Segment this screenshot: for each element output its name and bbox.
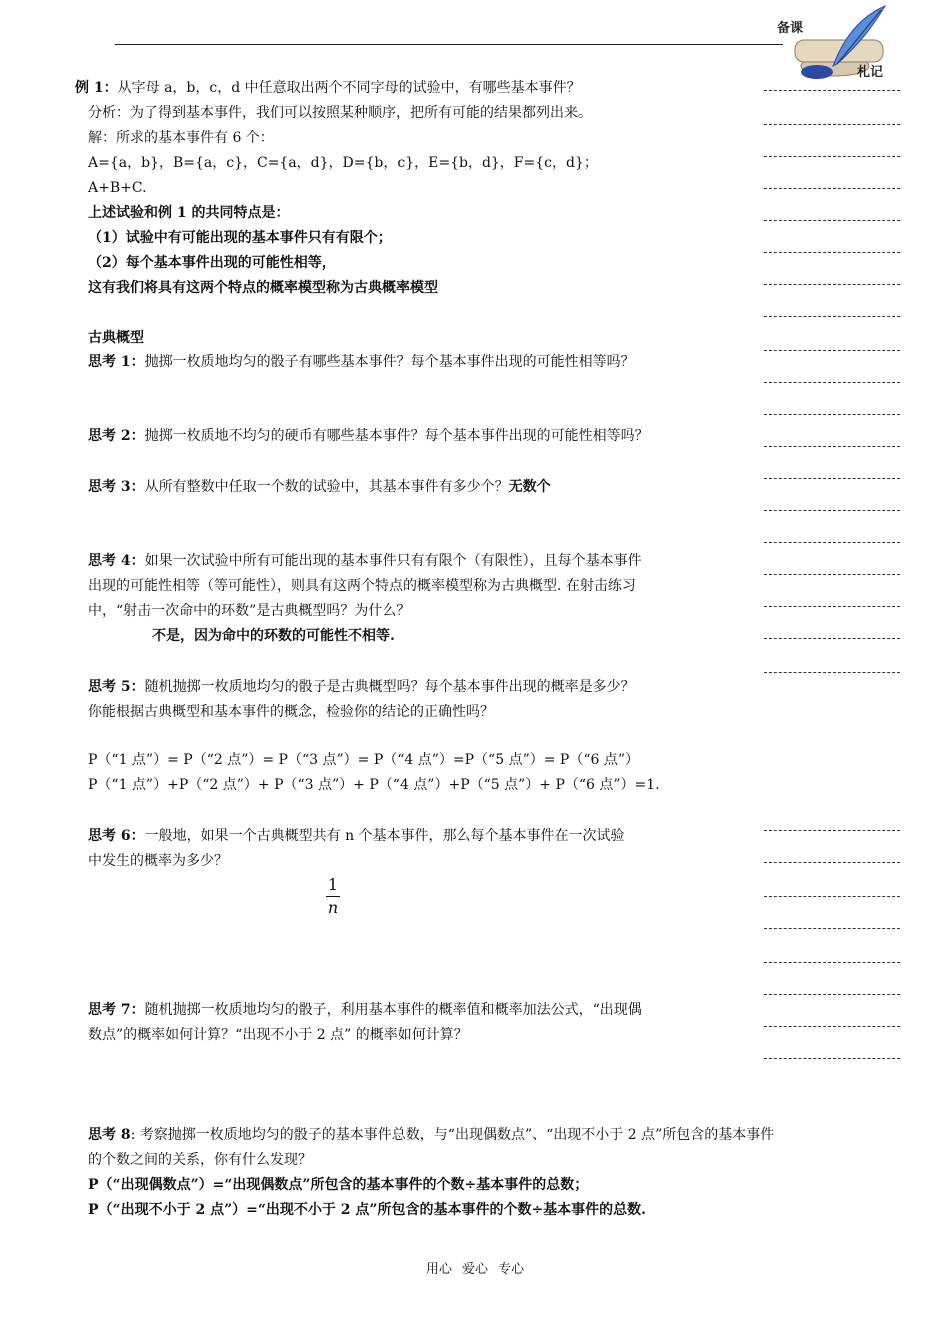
note-line [764,188,900,189]
note-line [764,252,900,253]
note-line [764,156,900,157]
not-less-than-2-formula: P（“出现不小于 2 点”）=“出现不小于 2 点”所包含的基本事件的个数÷基本事件的总数. [88,1202,647,1218]
think-4: 思考 4：如果一次试验中所有可能出现的基本事件只有有限个（有限性），且每个基本事件 [88,553,642,569]
logo-text-top: 备课 [777,21,804,36]
think-7-line-2: 数点”的概率如何计算？“出现不小于 2 点” 的概率如何计算？ [88,1027,468,1043]
example-1-line: 例 1：从字母 a，b，c，d 中任意取出两个不同字母的试验中，有哪些基本事件？ [75,80,581,96]
note-line [764,90,900,91]
common-features-heading: 上述试验和例 1 的共同特点是： [88,205,290,221]
think-3: 思考 3：从所有整数中任取一个数的试验中，其基本事件有多少个？无数个 [88,479,551,495]
events-list-line: A={a，b}，B={a，c}，C={a，d}，D={b，c}，E={b，d}，F={c，d}； [88,155,598,171]
fraction-one-over-n [326,876,340,917]
think-6: 思考 6：一般地，如果一个古典概型共有 n 个基本事件，那么每个基本事件在一次试验 [88,828,625,844]
feather-quill-logo [773,0,898,82]
think-5: 思考 5：随机抛掷一枚质地均匀的骰子是古典概型吗？每个基本事件出现的概率是多少？ [88,679,635,695]
note-line [764,284,900,285]
note-line [764,1026,900,1027]
think-4-line-3: 中，“射击一次命中的环数”是古典概型吗？为什么？ [88,603,411,619]
solution-line: 解：所求的基本事件有 6 个： [88,130,274,146]
think-4-answer: 不是，因为命中的环数的可能性不相等. [152,628,395,644]
think-3-answer: 无数个 [508,479,551,495]
think-5-line-2: 你能根据古典概型和基本事件的概念，检验你的结论的正确性吗？ [88,704,494,720]
think-8-line-2: 的个数之间的关系，你有什么发现？ [88,1152,312,1168]
fraction-denominator: n [327,898,339,917]
note-line [764,478,900,479]
note-line [764,862,900,863]
think-8: 思考 8: 考察抛掷一枚质地均匀的骰子的基本事件总数，与“出现偶数点”、“出现不小于 2 点”所包含的基本事件 [88,1127,775,1143]
note-line [764,350,900,351]
note-line [764,382,900,383]
note-line [764,124,900,125]
union-line: A+B+C. [88,180,147,196]
note-line [764,574,900,575]
feature-1: （1）试验中有可能出现的基本事件只有有限个； [88,230,392,246]
equal-probability-formula: P（“1 点”）= P（“2 点”）= P（“3 点”）= P（“4 点”）=P（“5 点”）= P（“6 点”） [88,752,640,768]
sum-probability-formula: P（“1 点”）+P（“2 点”）+ P（“3 点”）+ P（“4 点”）+P（“5 点”）+ P（“6 点”）=1. [88,777,660,793]
think-7: 思考 7：随机抛掷一枚质地均匀的骰子，利用基本事件的概率值和概率加法公式，“出现偶 [88,1002,642,1018]
note-line [764,928,900,929]
note-line [764,606,900,607]
note-line [764,220,900,221]
think-2: 思考 2：抛掷一枚质地不均匀的硬币有哪些基本事件？每个基本事件出现的可能性相等吗？ [88,428,649,444]
note-line [764,830,900,831]
note-line [764,542,900,543]
note-line [764,316,900,317]
think-6-line-2: 中发生的概率为多少？ [88,853,228,869]
definition-line: 这有我们将具有这两个特点的概率模型称为古典概率模型 [88,280,438,296]
think-1: 思考 1：抛掷一枚质地均匀的骰子有哪些基本事件？每个基本事件出现的可能性相等吗？ [88,354,635,370]
logo-text-bottom: 札记 [857,65,884,80]
note-line [764,994,900,995]
fraction-bar [326,896,340,897]
feature-2: （2）每个基本事件出现的可能性相等， [88,255,336,271]
think-4-line-2: 出现的可能性相等（等可能性），则具有这两个特点的概率模型称为古典概型. 在射击练习 [88,578,636,594]
fraction-numerator: 1 [327,875,339,894]
page-footer: 用心 爱心 专心 [425,1262,525,1277]
note-line [764,1058,900,1059]
header-rule [115,44,783,45]
section-heading: 古典概型 [88,330,144,346]
note-line [764,896,900,897]
note-line [764,414,900,415]
note-line [764,962,900,963]
note-line [764,510,900,511]
even-points-formula: P（“出现偶数点”）=“出现偶数点”所包含的基本事件的个数÷基本事件的总数； [88,1177,589,1193]
analysis-line: 分析：为了得到基本事件，我们可以按照某种顺序，把所有可能的结果都列出来。 [88,105,592,121]
note-line [764,638,900,639]
note-line [764,672,900,673]
note-line [764,446,900,447]
